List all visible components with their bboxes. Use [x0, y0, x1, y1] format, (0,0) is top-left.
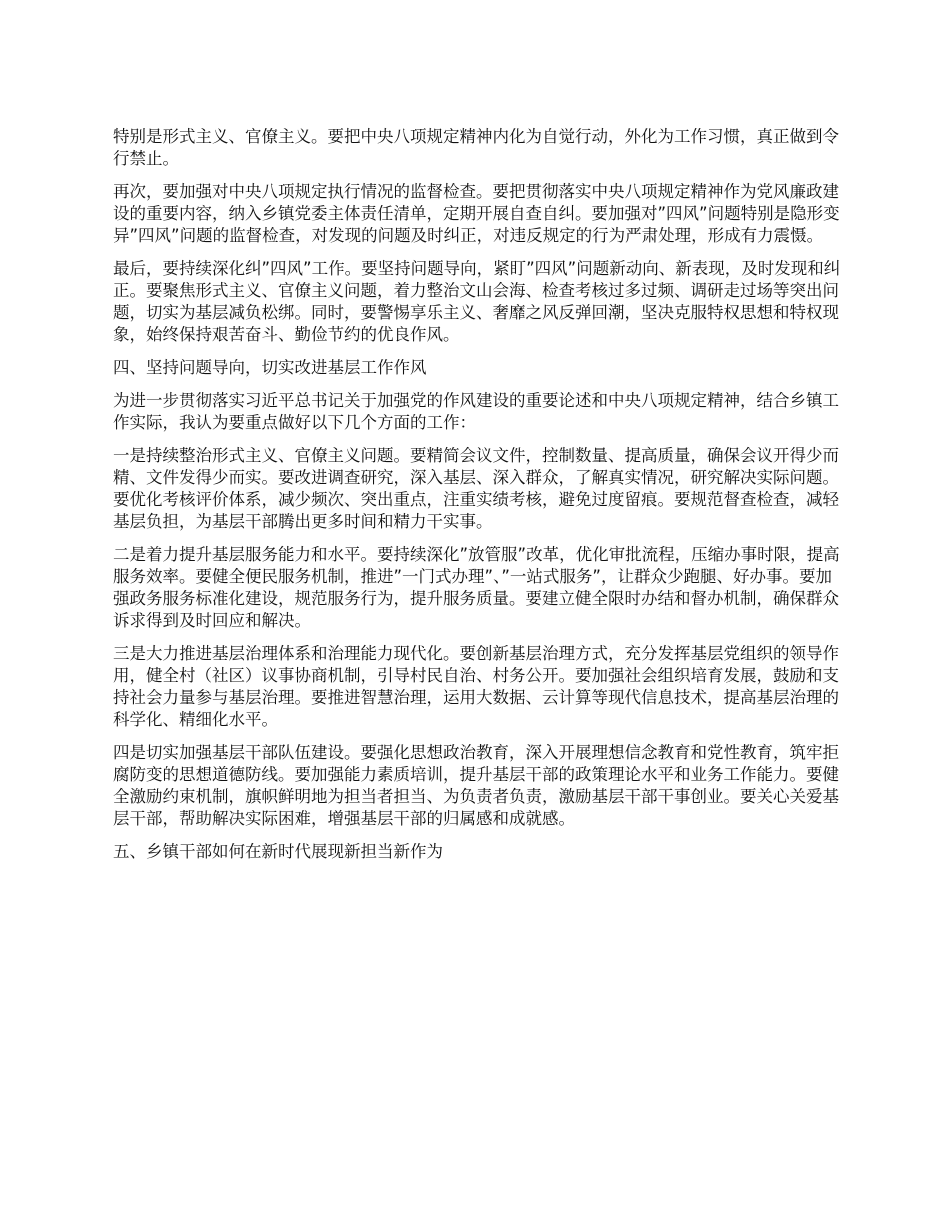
paragraph-point-2: 二是着力提升基层服务能力和水平。要持续深化”放管服”改革，优化审批流程，压缩办事时限，提高服务效率。要健全便民服务机制，推进”一门式办理”、”一站式服务”，让群众少跑腿、好办事。要加强政务服务标准化建设，规范服务行为，提升服务质量。要建立健全限时办结和督办机制，确保群众诉求得到及时回应和解决。	[113, 545, 840, 630]
document-page	[113, 126, 843, 874]
paragraph-point-1: 一是持续整治形式主义、官僚主义问题。要精简会议文件，控制数量、提高质量，确保会议开得少而精、文件发得少而实。要改进调查研究，深入基层、深入群众，了解真实情况，研究解决实际问题。要优化考核评价体系，减少频次、突出重点，注重实绩考核，避免过度留痕。要规范督查检查，减轻基层负担，为基层干部腾出更多时间和精力干实事。	[113, 446, 839, 531]
paragraph-four-winds: 最后，要持续深化纠”四风”工作。要坚持问题导向，紧盯”四风”问题新动向、新表现，及时发现和纠正。要聚焦形式主义、官僚主义问题，着力整治文山会海、检查考核过多过频、调研走过场等突出问题，切实为基层减负松绑。同时，要警惕享乐主义、奢靡之风反弹回潮，坚决克服特权思想和特权现象，始终保持艰苦奋斗、勤俭节约的优良作风。	[113, 259, 841, 344]
paragraph-point-3: 三是大力推进基层治理体系和治理能力现代化。要创新基层治理方式，充分发挥基层党组织的领导作用，健全村（社区）议事协商机制，引导村民自治、村务公开。要加强社会组织培育发展，鼓励和支持社会力量参与基层治理。要推进智慧治理，运用大数据、云计算等现代信息技术，提高基层治理的科学化、精细化水平。	[113, 644, 839, 729]
paragraph-point-4: 四是切实加强基层干部队伍建设。要强化思想政治教育，深入开展理想信念教育和党性教育，筑牢拒腐防变的思想道德防线。要加强能力素质培训，提升基层干部的政策理论水平和业务工作能力。要健全激励约束机制，旗帜鲜明地为担当者担当、为负责者负责，激励基层干部干事创业。要关心关爱基层干部，帮助解决实际困难，增强基层干部的归属感和成就感。	[113, 743, 839, 828]
section-heading-4: 四、坚持问题导向，切实改进基层工作作风	[113, 358, 427, 377]
section-heading-5: 五、乡镇干部如何在新时代展现新担当新作为	[113, 842, 443, 861]
paragraph-supervision: 再次，要加强对中央八项规定执行情况的监督检查。要把贯彻落实中央八项规定精神作为党风廉政建设的重要内容，纳入乡镇党委主体责任清单，定期开展自查自纠。要加强对”四风”问题特别是隐形变异”四风”问题的监督检查，对发现的问题及时纠正，对违反规定的行为严肃处理，形成有力震慑。	[113, 182, 840, 245]
paragraph-intro: 为进一步贯彻落实习近平总书记关于加强党的作风建设的重要论述和中央八项规定精神，结合乡镇工作实际，我认为要重点做好以下几个方面的工作：	[113, 391, 839, 432]
paragraph-continuation: 特别是形式主义、官僚主义。要把中央八项规定精神内化为自觉行动，外化为工作习惯，真正做到令行禁止。	[113, 127, 839, 168]
